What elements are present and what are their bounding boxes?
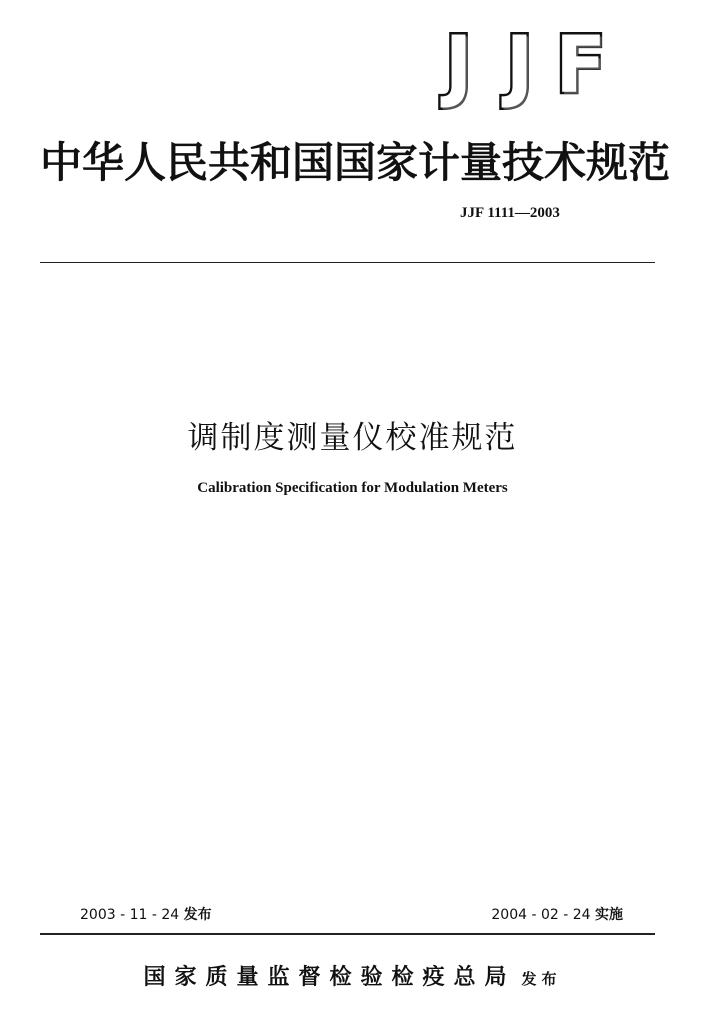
document-title-en: Calibration Specification for Modulation Meters <box>197 480 508 496</box>
implementation-date-label: 实施 <box>595 907 623 923</box>
organization-title: 中华人民共和国国家计量技术规范 <box>40 138 671 187</box>
document-title-cn: 调制度测量仪校准规范 <box>187 420 518 456</box>
document-number: JJF 1111—2003 <box>460 205 560 221</box>
top-divider <box>40 262 655 263</box>
implementation-date-value: 2004 - 02 - 24 <box>491 907 591 923</box>
issue-date-label: 发布 <box>183 907 212 923</box>
publisher-action: 发布 <box>521 970 562 988</box>
logo-letter-f: F <box>552 30 609 102</box>
publisher-line <box>0 960 705 991</box>
jjf-logo <box>430 21 609 111</box>
issue-date-value: 2003 - 11 - 24 <box>80 907 180 923</box>
logo-letter-j1: J <box>430 30 487 102</box>
logo-letter-j2: J <box>491 30 548 102</box>
bottom-divider <box>40 933 655 935</box>
publisher-name: 国家质量监督检验检疫总局 <box>143 964 516 990</box>
implementation-date <box>491 904 623 924</box>
issue-date <box>80 904 212 924</box>
